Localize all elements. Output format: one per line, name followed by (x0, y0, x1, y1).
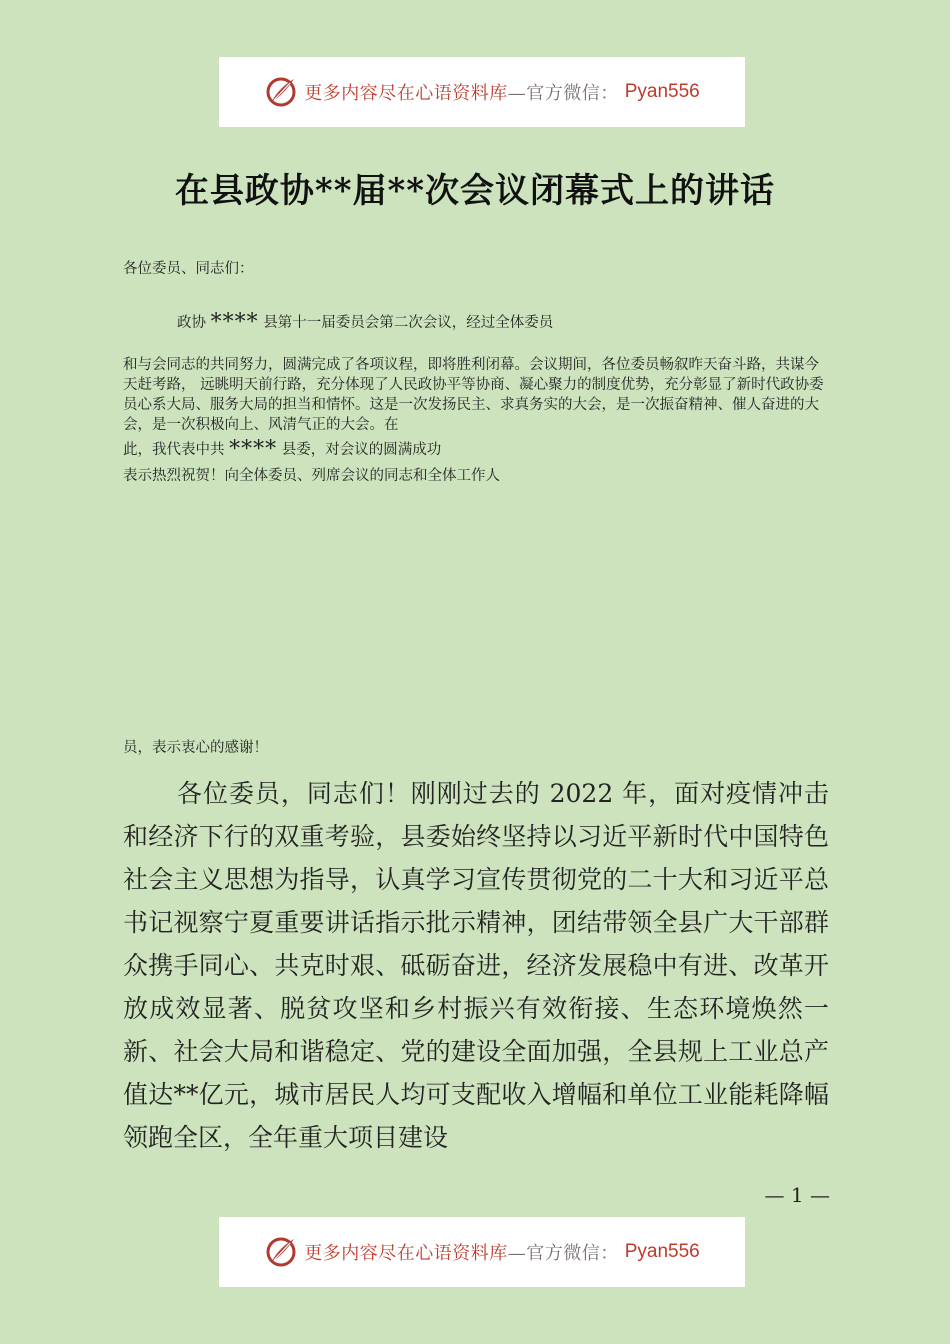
thanks-line: 此，我代表中共 **** 县委，对会议的圆满成功 (123, 437, 442, 462)
banner-text: 更多内容尽在心语资料库—官方微信： (304, 83, 619, 104)
page-number: — 1 — (764, 1183, 830, 1207)
top-banner (219, 57, 745, 127)
intro-line: 政协 **** 县第十一届委员会第二次会议，经过全体委员 (177, 310, 554, 335)
feather-logo-icon (264, 1235, 298, 1269)
banner-wechat-id: Pyan556 (624, 81, 700, 102)
intro-paragraph: 和与会同志的共同努力，圆满完成了各项议程，即将胜利闭幕。会议期间，各位委员畅叙昨天奋斗路，共谋今天赶考路， 远眺明天前行路，充分体现了人民政协平等协商、凝心聚力的制度优势，充分彰显了新时代政协委员心系大局、服务大局的担当和情怀。这是一次发扬民主、求真务实的大会，是一次振奋精神、催人奋进的大会，是一次积极向上、风清气正的大会。在 (123, 357, 824, 433)
congrats-line: 表示热烈祝贺！向全体委员、列席会议的同志和全体工作人 (123, 468, 500, 484)
body-paragraph: 各位委员，同志们！刚刚过去的 2022 年，面对疫情冲击和经济下行的双重考验，县委始终坚持以习近平新时代中国特色社会主义思想为指导，认真学习宣传贯彻党的二十大和习近平总书记视察宁夏重要讲话指示批示精神，团结带领全县广大干部群众携手同心、共克时艰、砥砺奋进，经济发展稳中有进、改革开放成效显著、脱贫攻坚和乡村振兴有效衔接、生态环境焕然一新、社会大局和谐稳定、党的建设全面加强，全县规上工业总产值达**亿元，城市居民人均可支配收入增幅和单位工业能耗降幅领跑全区，全年重大项目建设 (123, 779, 829, 1152)
banner-text: 更多内容尽在心语资料库—官方微信： (304, 1243, 619, 1264)
document-title: 在县政协**届**次会议闭幕式上的讲话 (174, 171, 776, 211)
gratitude-line: 员，表示衷心的感谢！ (123, 740, 268, 756)
bottom-banner (219, 1217, 745, 1287)
salutation: 各位委员、同志们： (123, 261, 254, 277)
feather-logo-icon (264, 75, 298, 109)
banner-wechat-id: Pyan556 (624, 1241, 700, 1262)
